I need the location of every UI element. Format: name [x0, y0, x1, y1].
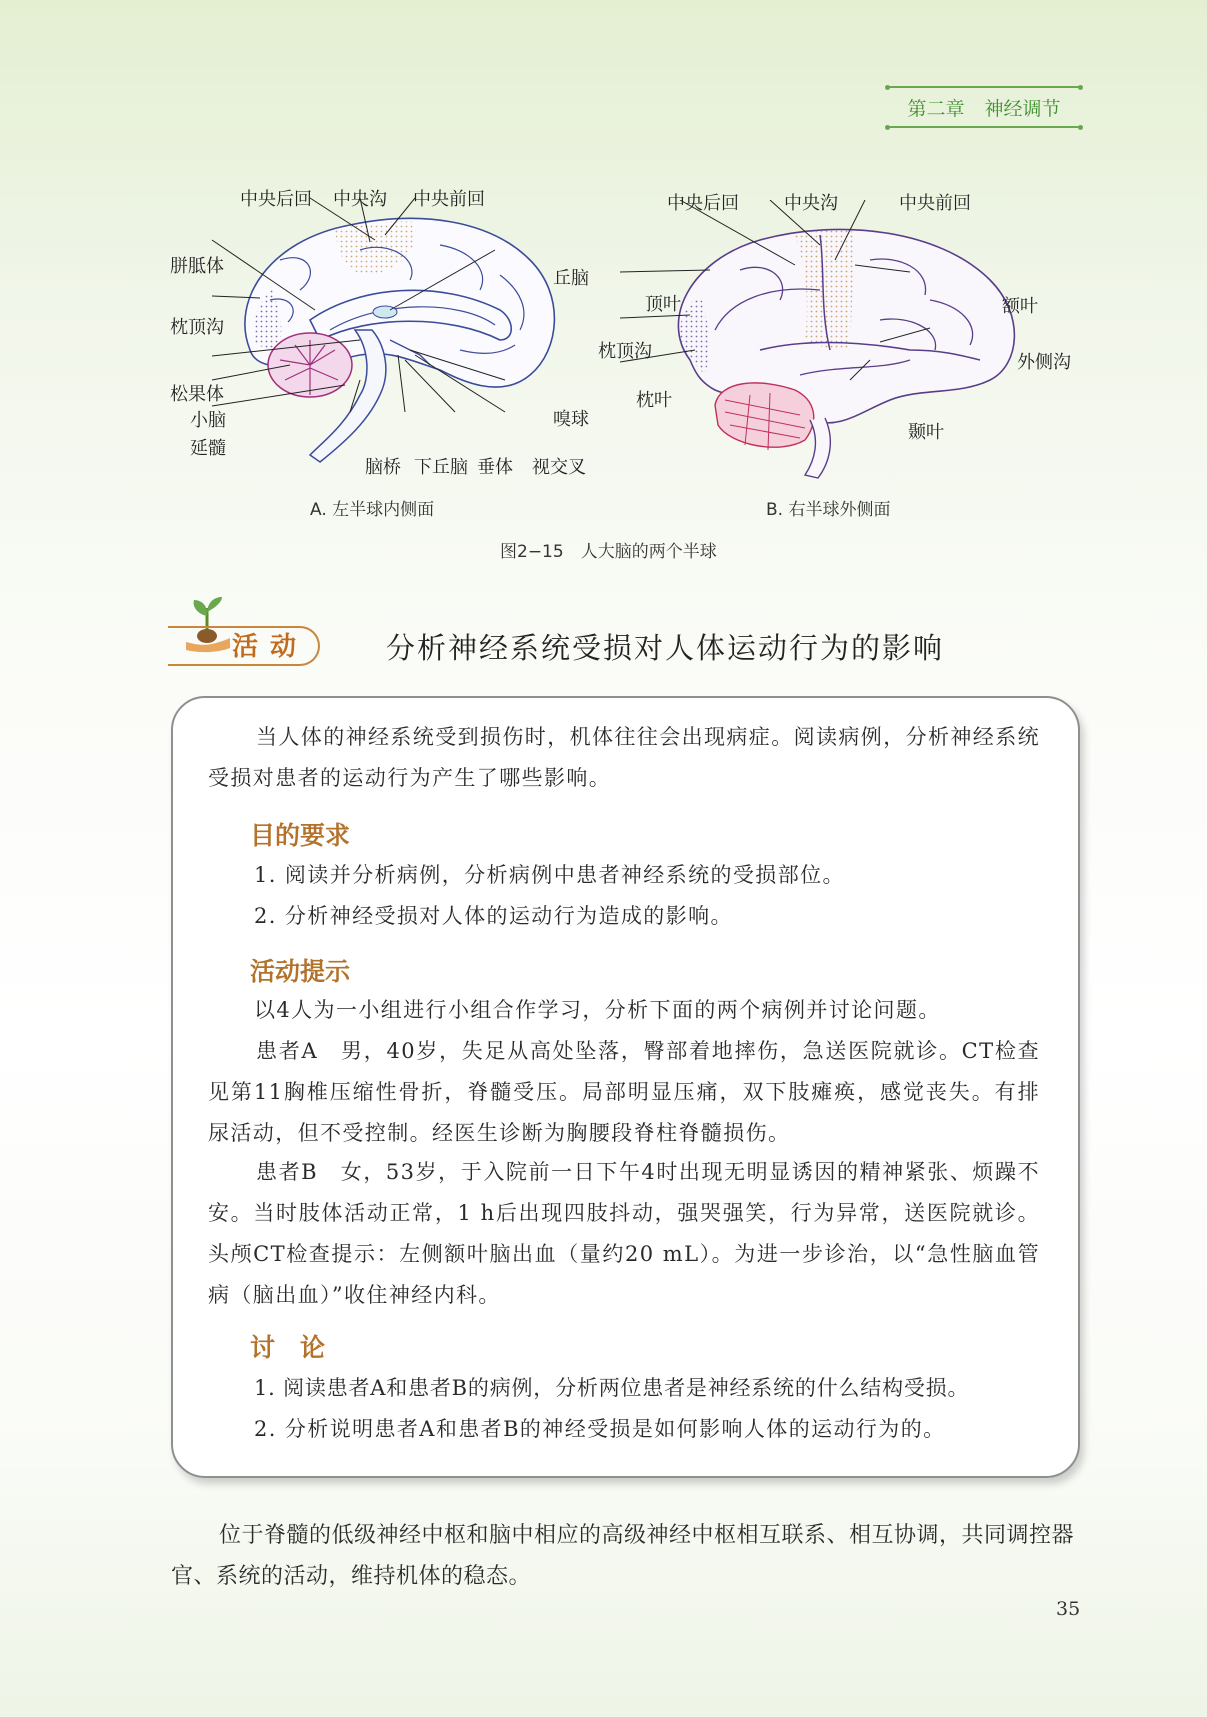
label-a-corpus: 胼胝体 — [170, 256, 224, 277]
label-a-medulla: 延髓 — [190, 438, 226, 459]
label-a-sulcus: 中央沟 — [333, 189, 387, 210]
goal-item-1: 1. 阅读并分析病例，分析病例中患者神经系统的受损部位。 — [254, 863, 845, 887]
case-a: 患者A 男，40岁，失足从高处坠落，臀部着地摔伤，急送医院就诊。CT检查见第11胸椎压缩性骨折，脊髓受压。局部明显压痛，双下肢瘫痪，感觉丧失。有排尿活动，但不受控制。经医生诊断为胸腰段脊柱脊髓损伤。 — [208, 1039, 1040, 1145]
label-b-frontal: 额叶 — [1002, 296, 1038, 317]
caption-a: A. 左半球内侧面 — [310, 500, 435, 520]
chapter-number: 第二章 — [907, 97, 965, 120]
label-a-pituitary: 垂体 — [477, 457, 513, 478]
brain-lateral-illustration — [620, 200, 1060, 490]
label-b-sulcus: 中央沟 — [784, 193, 838, 214]
figure-caption: 图2−15 人大脑的两个半球 — [500, 542, 717, 562]
label-a-pineal: 松果体 — [170, 384, 224, 405]
page-number: 35 — [1056, 1598, 1081, 1620]
body-paragraph: 位于脊髓的低级神经中枢和脑中相应的高级神经中枢相互联系、相互协调，共同调控器官、系统的活动，维持机体的稳态。 — [171, 1523, 1075, 1589]
label-a-parieto-occ: 枕顶沟 — [170, 317, 224, 338]
label-b-pre-gyrus: 中央前回 — [899, 193, 971, 214]
case-b: 患者B 女，53岁，于入院前一日下午4时出现无明显诱因的精神紧张、烦躁不安。当时肢体活动正常，1 h后出现四肢抖动，强哭强笑，行为异常，送医院就诊。头颅CT检查提示：左侧额叶脑出血（量约20 mL）。为进一步诊治，以“急性脑血管病（脑出血）”收住神经内科。 — [208, 1160, 1040, 1307]
label-a-pons: 脑桥 — [365, 457, 401, 478]
label-b-post-gyrus: 中央后回 — [667, 193, 739, 214]
label-b-lateral: 外侧沟 — [1017, 352, 1071, 373]
chapter-title: 神经调节 — [984, 97, 1061, 120]
activity-header — [168, 592, 1088, 672]
goal-item-2: 2. 分析神经受损对人体的运动行为造成的影响。 — [254, 904, 733, 928]
discuss-item-2: 2. 分析说明患者A和患者B的神经受损是如何影响人体的运动行为的。 — [254, 1417, 946, 1441]
label-b-parieto-occ: 枕顶沟 — [598, 341, 652, 362]
tips-heading: 活动提示 — [250, 957, 351, 986]
label-b-occipital: 枕叶 — [636, 390, 672, 411]
caption-b: B. 右半球外侧面 — [766, 500, 891, 520]
label-a-hypothalamus: 下丘脑 — [414, 457, 468, 478]
label-a-thalamus: 丘脑 — [553, 268, 589, 289]
label-b-parietal: 顶叶 — [645, 294, 681, 315]
discuss-heading: 讨 论 — [250, 1333, 326, 1362]
activity-intro: 当人体的神经系统受到损伤时，机体往往会出现病症。阅读病例，分析神经系统受损对患者的运动行为产生了哪些影响。 — [208, 725, 1040, 790]
label-b-temporal: 颞叶 — [908, 422, 944, 443]
chapter-header — [888, 86, 1080, 128]
tips-text: 以4人为一小组进行小组合作学习，分析下面的两个病例并讨论问题。 — [254, 998, 941, 1022]
brain-medial-illustration — [160, 180, 610, 490]
label-a-pre-gyrus: 中央前回 — [413, 189, 485, 210]
goal-heading: 目的要求 — [250, 821, 351, 850]
activity-tag: 活动 — [168, 626, 320, 666]
label-a-chiasm: 视交叉 — [532, 457, 586, 478]
label-a-olfactory: 嗅球 — [553, 409, 589, 430]
label-a-post-gyrus: 中央后回 — [240, 189, 312, 210]
discuss-item-1: 1. 阅读患者A和患者B的病例，分析两位患者是神经系统的什么结构受损。 — [254, 1376, 970, 1400]
label-a-cerebellum: 小脑 — [190, 410, 226, 431]
activity-title: 分析神经系统受损对人体运动行为的影响 — [386, 631, 945, 665]
